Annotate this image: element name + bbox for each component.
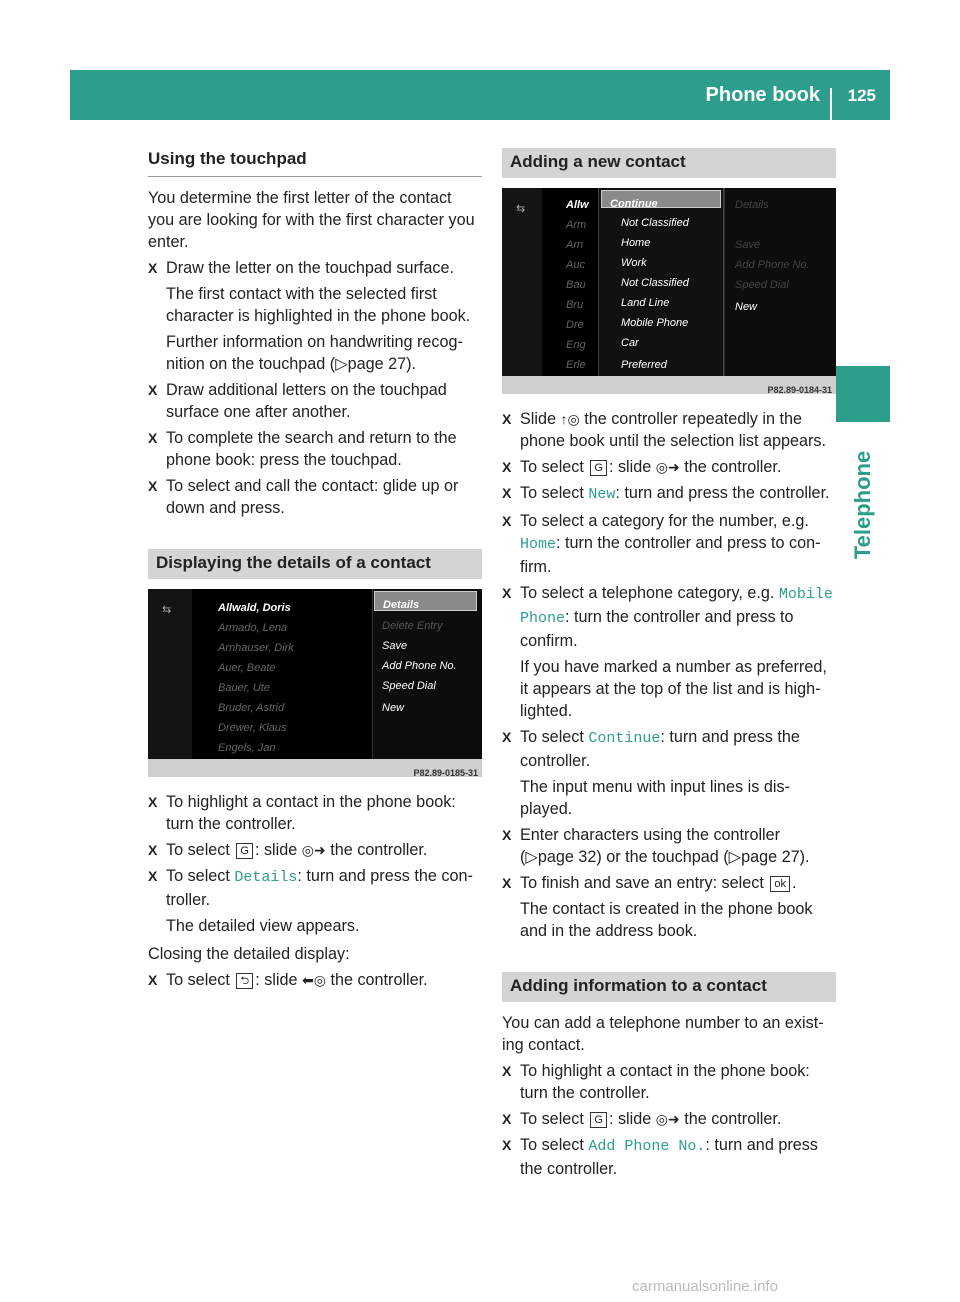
menu-item[interactable]: New	[382, 702, 405, 714]
menu-key-icon: G	[236, 843, 253, 859]
menu-item[interactable]: Add Phone No.	[735, 259, 810, 271]
step: X To highlight a contact in the phone book: turn the controller.	[148, 791, 482, 835]
step: X To select Continue: turn and press the controller.	[502, 726, 836, 772]
details-menu	[724, 188, 836, 376]
left-column	[148, 148, 482, 995]
contact-row: Bauer, Ute	[218, 682, 270, 694]
figure-code: P82.89-0184-31	[767, 385, 832, 395]
right-column	[502, 148, 836, 1184]
details-menu	[372, 589, 482, 759]
section-heading-using-touchpad: Using the touchpad	[148, 148, 482, 177]
contact-row: Drewer, Klaus	[218, 722, 287, 734]
header-title: Phone book	[705, 84, 820, 106]
menu-item[interactable]: Save	[382, 640, 408, 652]
section-heading-adding-information: Adding information to a contact	[502, 972, 836, 1002]
ok-key-icon: ok	[770, 876, 790, 892]
contact-row: Arnhauser, Dirk	[218, 642, 294, 654]
page-reference[interactable]: page 32	[537, 848, 597, 866]
menu-term: Home	[520, 536, 557, 553]
controller-slide-right-icon: ◎➜	[655, 1111, 680, 1127]
step: X To select Add Phone No.: turn and press the controller.	[502, 1134, 836, 1180]
figure-caption-bar	[502, 376, 836, 394]
step-result: The first contact with the selected first character is highlighted in the phone book.	[166, 285, 471, 325]
category-item[interactable]: Work	[621, 257, 647, 269]
menu-item-selected[interactable]: Details	[374, 591, 477, 611]
menu-term: Mobile Phone	[520, 586, 833, 627]
category-item[interactable]: Not Classified	[621, 277, 689, 289]
section-heading-adding-contact: Adding a new contact	[502, 148, 836, 178]
category-item[interactable]: Land Line	[621, 297, 670, 309]
menu-term: Details	[234, 869, 298, 886]
contact-row: Allw	[566, 199, 589, 211]
figure-code: P82.89-0185-31	[413, 768, 478, 778]
menu-term: Add Phone No.	[588, 1138, 706, 1155]
back-key-icon: ⮌	[236, 973, 253, 989]
menu-key-icon: G	[590, 1112, 607, 1128]
step: X To finish and save an entry: select ok .	[502, 872, 836, 894]
step-result: The input menu with input lines is dis-played.	[520, 778, 790, 818]
contact-row: Armado, Lena	[218, 622, 288, 634]
step: X To select G : slide ◎➜ the controller.	[502, 1108, 836, 1130]
step: X To select a category for the number, e.g. Home: turn the controller and press to con-firm.	[502, 510, 836, 578]
controller-slide-left-icon: ⬅◎	[302, 972, 326, 988]
step: X To select Details: turn and press the con-troller.	[148, 865, 482, 911]
step: X To select and call the contact: glide up or down and press.	[148, 475, 482, 519]
chapter-tab	[836, 366, 890, 422]
menu-item[interactable]: Details	[735, 199, 769, 211]
contact-row: Erle	[566, 359, 586, 371]
category-item[interactable]: Preferred	[621, 359, 667, 371]
screenshot-new-contact	[502, 188, 836, 394]
menu-key-icon: G	[590, 460, 607, 476]
step: X Draw the letter on the touchpad surface.	[148, 257, 482, 279]
category-item[interactable]: Mobile Phone	[621, 317, 689, 329]
menu-item[interactable]: Speed Dial	[735, 279, 789, 291]
category-item[interactable]: Car	[621, 337, 639, 349]
header-separator	[830, 88, 832, 120]
watermark: carmanualsonline.info	[632, 1278, 778, 1295]
step-result: The detailed view appears.	[166, 917, 360, 935]
page-reference[interactable]: page 27	[741, 848, 800, 866]
menu-item[interactable]: New	[735, 301, 758, 313]
step-note: If you have marked a number as preferred, it appears at the top of the list and is high-lighted.	[520, 658, 827, 720]
controller-slide-right-icon: ◎➜	[301, 842, 326, 858]
controller-slide-right-icon: ◎➜	[655, 459, 680, 475]
back-strip	[148, 589, 192, 759]
menu-item[interactable]: Speed Dial	[382, 680, 436, 692]
menu-item[interactable]: Delete Entry	[382, 620, 443, 632]
figure-caption-bar	[148, 759, 482, 777]
page-ref-arrow-icon: ▷	[728, 848, 742, 866]
category-item[interactable]: Home	[621, 237, 651, 249]
chapter-label-text: Telephone	[850, 450, 875, 560]
step: X Enter characters using the controller (▷page 32) or the touchpad (▷page 27).	[502, 824, 836, 868]
back-icon: ⇆	[162, 604, 172, 616]
section-heading-displaying-details: Displaying the details of a contact	[148, 549, 482, 579]
intro-text: You can add a telephone number to an exist-ing contact.	[502, 1014, 824, 1054]
contact-row: Engels, Jan	[218, 742, 276, 754]
step: X To select New: turn and press the controller.	[502, 482, 836, 506]
contact-row: Bruder, Astrid	[218, 702, 285, 714]
step: X Slide ↑◎ the controller repeatedly in the phone book until the selection list appears.	[502, 408, 836, 452]
step: X To select a telephone category, e.g. Mobile Phone: turn the controller and press to confirm.	[502, 582, 836, 652]
step: X To complete the search and return to the phone book: press the touchpad.	[148, 427, 482, 471]
step-result: The contact is created in the phone book and in the address book.	[520, 900, 813, 940]
contact-row: Eng	[566, 339, 586, 351]
category-list	[598, 188, 724, 376]
contact-row: Arn	[566, 239, 584, 251]
contact-row: Bru	[566, 299, 584, 311]
step: X To select G : slide ◎➜ the controller.	[502, 456, 836, 478]
contact-row: Arm	[566, 219, 587, 231]
back-icon: ⇆	[516, 203, 526, 215]
menu-term: Continue	[588, 730, 661, 747]
page-ref-arrow-icon: ▷	[525, 848, 538, 866]
intro-text: You determine the first letter of the contact you are looking for with the first character you enter.	[148, 189, 475, 251]
contact-row: Dre	[566, 319, 584, 331]
back-strip	[502, 188, 542, 376]
page-reference[interactable]: page 27	[347, 355, 407, 373]
contact-row: Bau	[566, 279, 586, 291]
contact-row: Auer, Beate	[218, 662, 276, 674]
page-number: 125	[847, 86, 876, 105]
controller-slide-up-icon: ↑◎	[560, 411, 580, 427]
step: X To highlight a contact in the phone book: turn the controller.	[502, 1060, 836, 1104]
category-item-selected[interactable]: Continue	[601, 190, 721, 208]
step: X To select ⮌ : slide ⬅◎ the controller.	[148, 969, 482, 991]
contact-row: Allwald, Doris	[218, 602, 291, 614]
page-header	[70, 70, 890, 120]
step: X To select G : slide ◎➜ the controller.	[148, 839, 482, 861]
step-note: Further information on handwriting recog-nition on the touchpad (▷page 27).	[166, 333, 463, 373]
step: X Draw additional letters on the touchpad surface one after another.	[148, 379, 482, 423]
closing-label: Closing the detailed display:	[148, 945, 350, 963]
menu-item[interactable]: Add Phone No.	[382, 660, 457, 672]
screenshot-details	[148, 589, 482, 777]
menu-term: New	[588, 486, 616, 503]
category-item[interactable]: Not Classified	[621, 217, 689, 229]
page-ref-arrow-icon: ▷	[335, 355, 348, 373]
menu-item[interactable]: Save	[735, 239, 761, 251]
chapter-label	[835, 430, 891, 580]
contact-row: Auc	[566, 259, 585, 271]
